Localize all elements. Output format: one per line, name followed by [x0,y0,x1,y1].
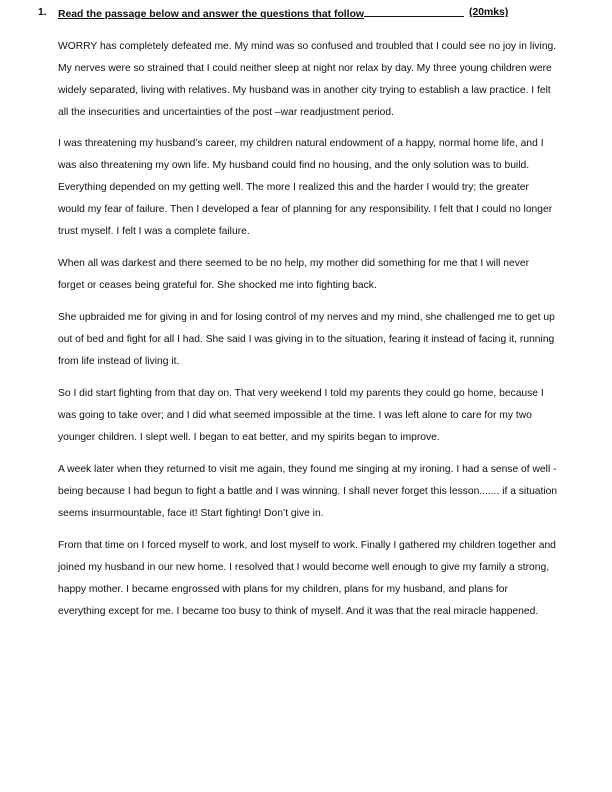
passage-paragraph: So I did start fighting from that day on. That very weekend I told my parents they could go home, because I was going to take over; and I did what seemed impossible at the time. I was left alone to care for my two younger children. I slept well. I began to eat better, and my spirits began to improve. [58,388,544,443]
passage-paragraph: From that time on I forced myself to work, and lost myself to work. Finally I gathered my children together and joined my husband in our new home. I resolved that I would become well enough to give my family a strong, happy mother. I became engrossed with plans for my children, plans for my husband, and plans for everything except for me. I became too busy to think of myself. And it was that the real miracle happened. [58,540,556,617]
question-instruction-text: Read the passage below and answer the questions that follow [58,9,365,20]
passage-paragraph: A week later when they returned to visit me again, they found me singing at my ironing. I had a sense of well -being because I had begun to fight a battle and I was winning. I shall never forget this lesson....... if a situation seems insurmountable, face it! Start fighting! Don’t give in. [58,464,558,519]
question-number: 1. [38,7,47,18]
passage-paragraph: She upbraided me for giving in and for losing control of my nerves and my mind, she challenged me to get up out of bed and fight for all I had. She said I was giving in to the situation, fearing it instead of facing it, running from life instead of living it. [58,312,555,367]
passage-paragraph: When all was darkest and there seemed to be no help, my mother did something for me that I will never forget or ceases being grateful for. She shocked me into fighting back. [58,258,530,291]
instruction-underline [364,7,464,17]
question-instruction [58,7,518,20]
passage-paragraph: WORRY has completely defeated me. My mind was so confused and troubled that I could see no joy in living. My nerves were so strained that I could neither sleep at night nor relax by day. My three young children were widely separated, living with relatives. My husband was in another city trying to establish a law practice. I felt all the insecurities and uncertainties of the post –war readjustment period. [58,41,557,118]
passage-paragraph: I was threatening my husband’s career, my children natural endowment of a happy, normal home life, and I was also threatening my own life. My husband could find no housing, and the only solution was to build. Everything depended on my getting well. The more I realized this and the harder I would try; the greater would my fear of failure. Then I developed a fear of planning for any responsibility. I felt that I could no longer trust myself. I felt I was a complete failure. [58,138,553,237]
question-marks: (20mks) [469,7,509,18]
passage [58,36,558,633]
question-heading [38,7,568,23]
